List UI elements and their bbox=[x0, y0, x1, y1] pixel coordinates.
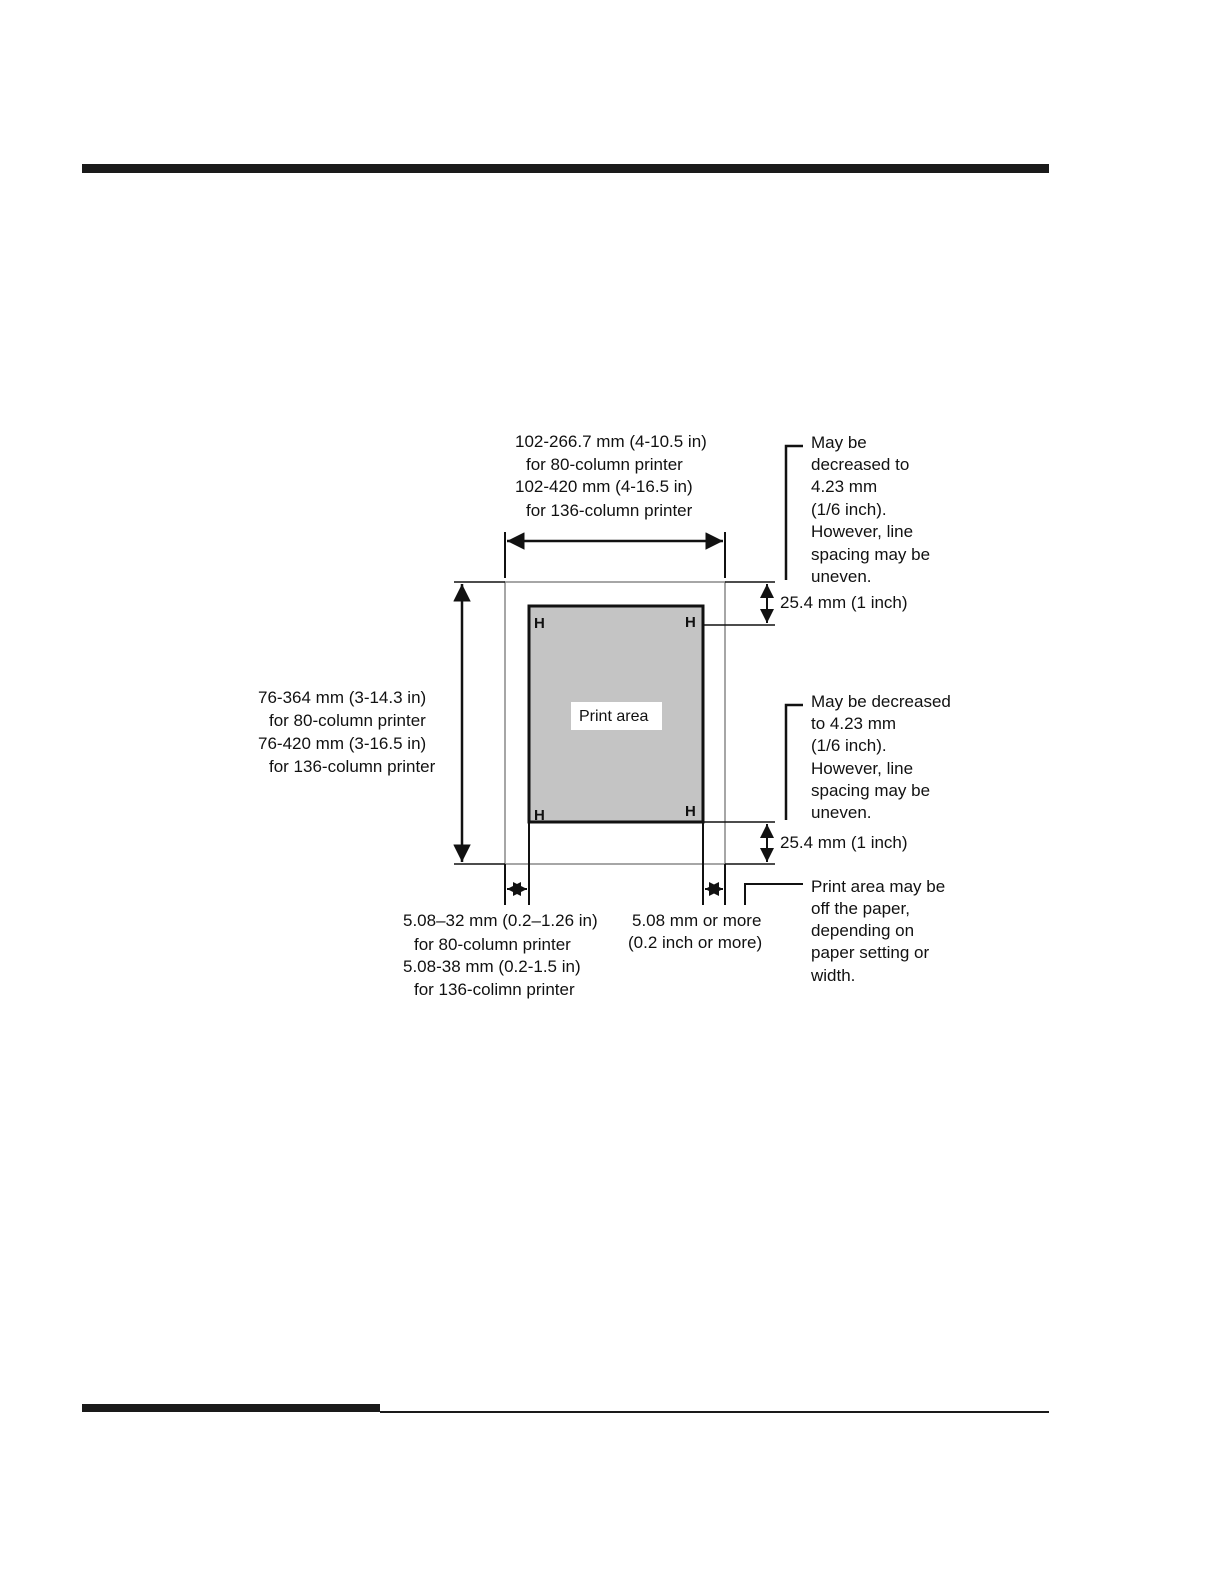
top-margin-label: 25.4 mm (1 inch) bbox=[780, 593, 908, 612]
top-note-line-1: May be bbox=[811, 433, 867, 452]
left-margin-label-line-4: for 136-colimn printer bbox=[414, 980, 575, 999]
side-note-leader bbox=[745, 884, 803, 905]
footer-rule-thick bbox=[82, 1404, 380, 1412]
top-note-line-7: uneven. bbox=[811, 567, 872, 586]
left-height-label-line-2: for 80-column printer bbox=[269, 711, 426, 730]
top-width-label-line-2: for 80-column printer bbox=[526, 455, 683, 474]
side-note-line-5: width. bbox=[811, 966, 856, 985]
left-height-label-line-1: 76-364 mm (3-14.3 in) bbox=[258, 688, 427, 707]
bottom-note-line-5: spacing may be bbox=[811, 781, 931, 800]
side-note-line-2: off the paper, bbox=[811, 899, 910, 918]
print-area-label: Print area bbox=[579, 708, 649, 725]
bottom-margin-label: 25.4 mm (1 inch) bbox=[780, 833, 908, 852]
side-note-line-4: paper setting or bbox=[811, 943, 930, 962]
left-margin-label-line-3: 5.08-38 mm (0.2-1.5 in) bbox=[403, 957, 581, 976]
right-margin-label-line-1: 5.08 mm or more bbox=[632, 911, 762, 930]
top-width-label-line-1: 102-266.7 mm (4-10.5 in) bbox=[515, 432, 707, 451]
corner-mark-top-left: H bbox=[534, 615, 545, 632]
top-width-label-line-3: 102-420 mm (4-16.5 in) bbox=[515, 477, 693, 496]
side-note-line-1: Print area may be bbox=[811, 877, 946, 896]
corner-mark-bottom-right: H bbox=[685, 803, 696, 820]
top-width-label-line-4: for 136-column printer bbox=[526, 501, 693, 520]
side-note-line-3: depending on bbox=[811, 921, 915, 940]
left-margin-label-line-2: for 80-column printer bbox=[414, 935, 571, 954]
corner-mark-bottom-left: H bbox=[534, 807, 545, 824]
top-note-line-3: 4.23 mm bbox=[811, 477, 878, 496]
top-note-line-2: decreased to bbox=[811, 455, 910, 474]
right-margin-label-line-2: (0.2 inch or more) bbox=[628, 933, 763, 952]
top-note-line-6: spacing may be bbox=[811, 545, 931, 564]
top-note-line-4: (1/6 inch). bbox=[811, 500, 887, 519]
top-note-line-5: However, line bbox=[811, 522, 914, 541]
bottom-note-line-2: to 4.23 mm bbox=[811, 714, 897, 733]
bottom-note-leader bbox=[786, 705, 803, 820]
left-height-label-line-4: for 136-column printer bbox=[269, 757, 436, 776]
corner-mark-top-right: H bbox=[685, 614, 696, 631]
left-margin-label-line-1: 5.08–32 mm (0.2–1.26 in) bbox=[403, 911, 598, 930]
bottom-note-line-6: uneven. bbox=[811, 803, 872, 822]
top-note-leader bbox=[786, 446, 803, 580]
bottom-note-line-3: (1/6 inch). bbox=[811, 736, 887, 755]
footer-rule-thin bbox=[380, 1411, 1049, 1413]
bottom-note-line-4: However, line bbox=[811, 759, 914, 778]
left-height-label-line-3: 76-420 mm (3-16.5 in) bbox=[258, 734, 427, 753]
bottom-note-line-1: May be decreased bbox=[811, 692, 951, 711]
